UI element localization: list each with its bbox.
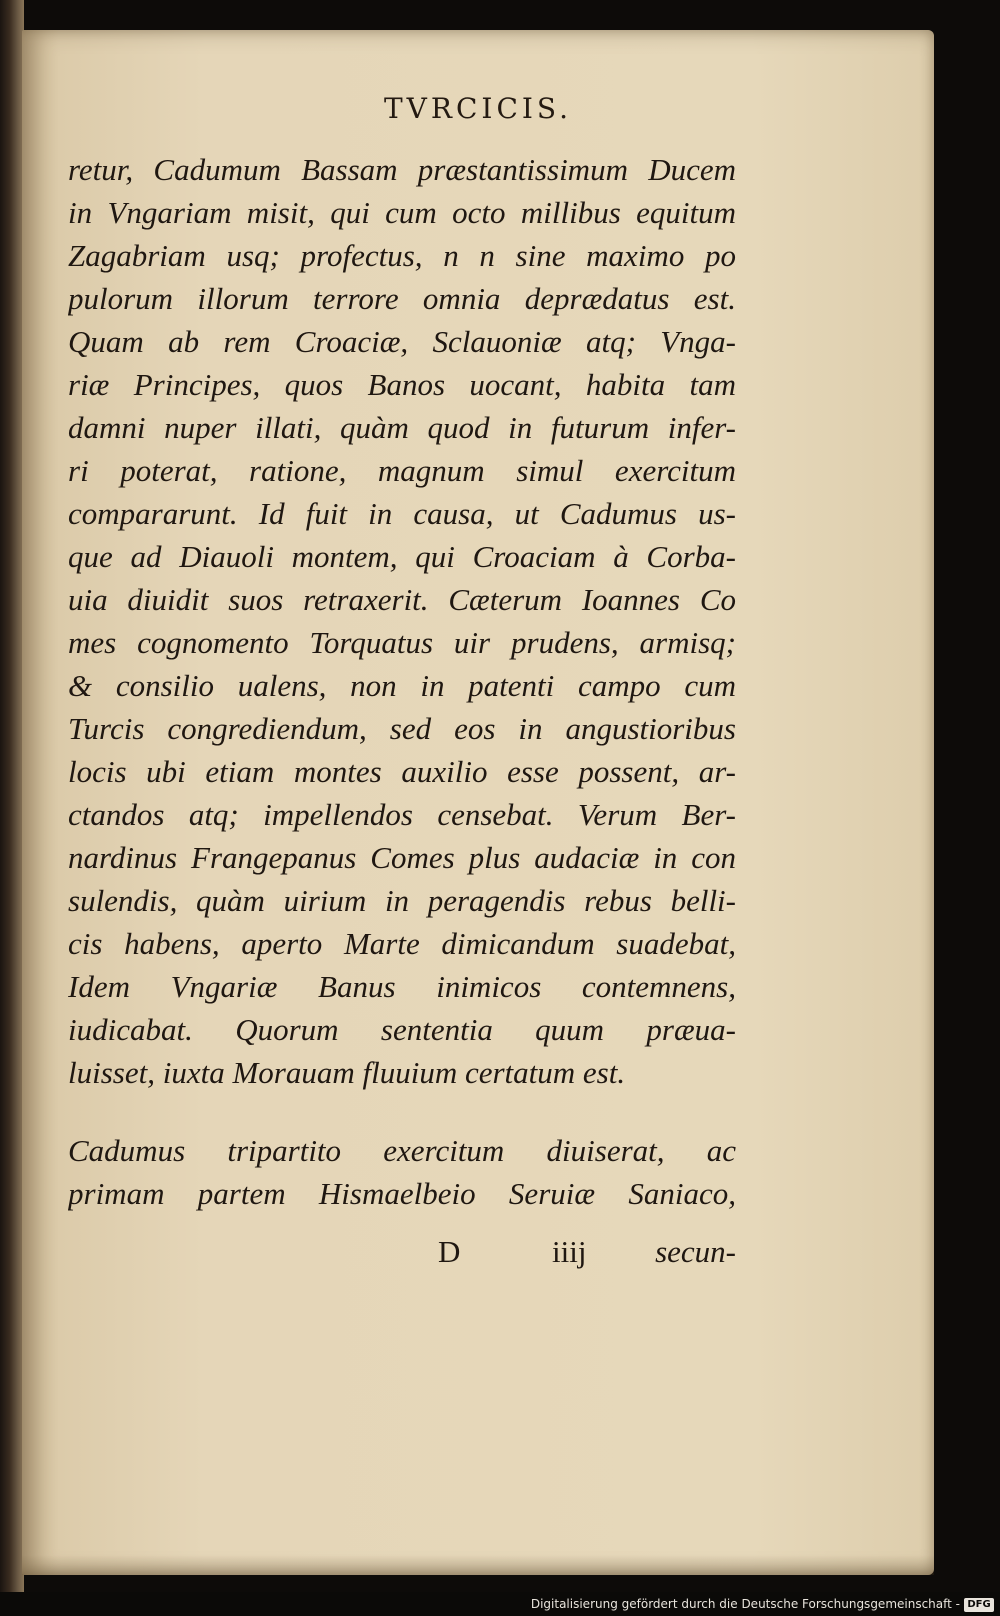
signature-mark: D [438,1234,461,1269]
running-head: TVRCICIS. [383,92,573,125]
text-line: & consilio ualens, non in patenti campo cum [68,668,736,703]
text-line: que ad Diauoli montem, qui Croaciam à Corba- [68,539,736,574]
text-line: pulorum illorum terrore omnia deprædatus est. [68,281,736,316]
text-line: damni nuper illati, quàm quod in futurum infer- [68,410,736,445]
text-line: Quam ab rem Croaciæ, Sclauoniæ atq; Vnga- [68,324,736,359]
text-line: iudicabat. Quorum sententia quum præua- [68,1012,736,1047]
text-line: Zagabriam usq; profectus, n n sine maximo po [68,238,736,273]
text-line: in Vngariam misit, qui cum octo millibus equitum [68,195,736,230]
text-line: ri poterat, ratione, magnum simul exercitum [68,453,736,488]
text-line: nardinus Frangepanus Comes plus audaciæ in con [68,840,736,875]
paragraph-gap [68,1094,736,1129]
text-line: riæ Principes, quos Banos uocant, habita tam [68,367,736,402]
text-line: ctandos atq; impellendos censebat. Verum Ber- [68,797,736,832]
book-spine-edge [0,0,24,1616]
text-line: uia diuidit suos retraxerit. Cæterum Ioannes Co [68,582,736,617]
signature-line [68,1230,736,1273]
text-line: luisset, iuxta Morauam fluuium certatum est. [68,1055,626,1090]
book-page [22,30,934,1575]
text-line: cis habens, aperto Marte dimicandum suadebat, [68,926,736,961]
text-line: retur, Cadumum Bassam præstantissimum Ducem [68,152,736,187]
signature-number: iiij [552,1234,587,1269]
footer-credit: Digitalisierung gefördert durch die Deutsche Forschungsgemeinschaft - [530,1597,960,1611]
text-line: Cadumus tripartito exercitum diuiserat, ac [68,1133,736,1168]
text-line: Idem Vngariæ Banus inimicos contemnens, [68,969,736,1004]
dfg-logo-icon: DFG [964,1598,994,1612]
text-line: primam partem Hismaelbeio Seruiæ Saniaco, [68,1176,736,1211]
text-line: compararunt. Id fuit in causa, ut Cadumus us- [68,496,736,531]
text-line: sulendis, quàm uirium in peragendis rebus belli- [68,883,736,918]
text-line: mes cognomento Torquatus uir prudens, armisq; [68,625,736,660]
catchword: secun- [655,1234,736,1269]
text-line: locis ubi etiam montes auxilio esse possent, ar- [68,754,736,789]
text-line: Turcis congrediendum, sed eos in angustioribus [68,711,736,746]
footer-bar [0,1592,1000,1616]
main-text [68,148,736,1215]
